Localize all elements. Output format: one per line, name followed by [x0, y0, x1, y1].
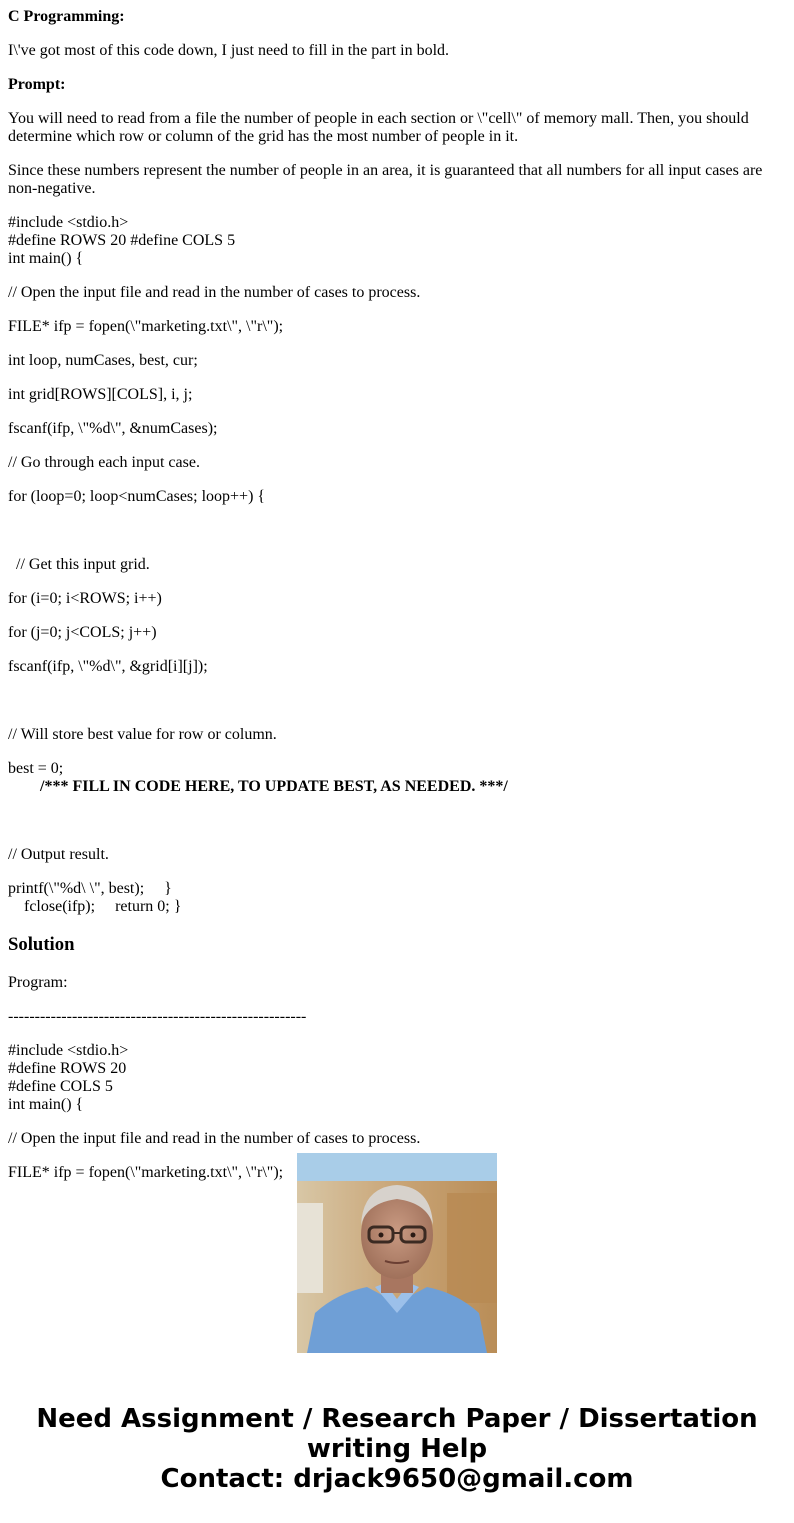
solution-define-rows: #define ROWS 20 [8, 1060, 127, 1077]
code-for-j: for (j=0; j<COLS; j++) [8, 624, 157, 641]
footer-contact: Contact: drjack9650@gmail.com [160, 1464, 634, 1494]
spacer [8, 522, 786, 540]
spacer [8, 692, 786, 710]
code-vars: int loop, numCases, best, cur; [8, 352, 198, 369]
person-photo-icon [297, 1153, 497, 1353]
guarantee-text: Since these numbers represent the number of people in an area, it is guaranteed that all numbers for all input cases are non-negative. [8, 162, 763, 197]
code-comment-best: // Will store best value for row or column. [8, 726, 277, 743]
code-main: int main() { [8, 250, 84, 267]
code-fscanf-grid: fscanf(ifp, \"%d\", &grid[i][j]); [8, 658, 208, 675]
code-for-i: for (i=0; i<ROWS; i++) [8, 590, 162, 607]
solution-program-label: Program: [8, 974, 68, 991]
solution-define-cols: #define COLS 5 [8, 1078, 113, 1095]
author-avatar [297, 1153, 497, 1353]
code-comment-cases: // Go through each input case. [8, 454, 200, 471]
solution-fopen-cut: FILE* ifp = fopen(\"marketing.txt\", \"r\"); [8, 1164, 284, 1181]
question-heading: C Programming: [8, 8, 125, 25]
code-defines: #define ROWS 20 #define COLS 5 [8, 232, 236, 249]
solution-separator: -------------------------------------------------------- [8, 1008, 307, 1025]
question-intro: I\'ve got most of this code down, I just need to fill in the part in bold. [8, 42, 450, 59]
footer-line-1: Need Assignment / Research Paper / Dissertation [36, 1404, 758, 1434]
code-header [8, 214, 786, 268]
code-best-block [8, 760, 786, 796]
solution-comment-open: // Open the input file and read in the number of cases to process. [8, 1130, 421, 1147]
code-fclose: fclose(ifp); return 0; } [24, 898, 182, 915]
solution-header [8, 1042, 786, 1114]
footer-banner [0, 1404, 794, 1494]
document-content [8, 0, 786, 1181]
code-comment-open: // Open the input file and read in the number of cases to process. [8, 284, 421, 301]
code-printf: printf(\"%d\ \", best); } [8, 880, 172, 897]
solution-include: #include <stdio.h> [8, 1042, 129, 1059]
solution-heading: Solution [8, 934, 75, 955]
footer-line-2: writing Help [306, 1434, 488, 1464]
code-fscanf-cases: fscanf(ifp, \"%d\", &numCases); [8, 420, 218, 437]
code-fill-in: /*** FILL IN CODE HERE, TO UPDATE BEST, AS NEEDED. ***/ [40, 778, 508, 795]
code-comment-output: // Output result. [8, 846, 109, 863]
code-comment-grid: // Get this input grid. [16, 556, 150, 573]
prompt-text: You will need to read from a file the number of people in each section or \"cell\" of memory mall. Then, you should determine which row or column of the grid has the most number of people in it. [8, 110, 749, 145]
code-for-loop: for (loop=0; loop<numCases; loop++) { [8, 488, 266, 505]
solution-main: int main() { [8, 1096, 84, 1113]
code-include: #include <stdio.h> [8, 214, 129, 231]
code-fopen: FILE* ifp = fopen(\"marketing.txt\", \"r\"); [8, 318, 284, 335]
code-best-init: best = 0; [8, 760, 64, 777]
spacer [8, 812, 786, 830]
code-grid: int grid[ROWS][COLS], i, j; [8, 386, 193, 403]
prompt-label: Prompt: [8, 76, 66, 93]
code-output-block [8, 880, 786, 916]
